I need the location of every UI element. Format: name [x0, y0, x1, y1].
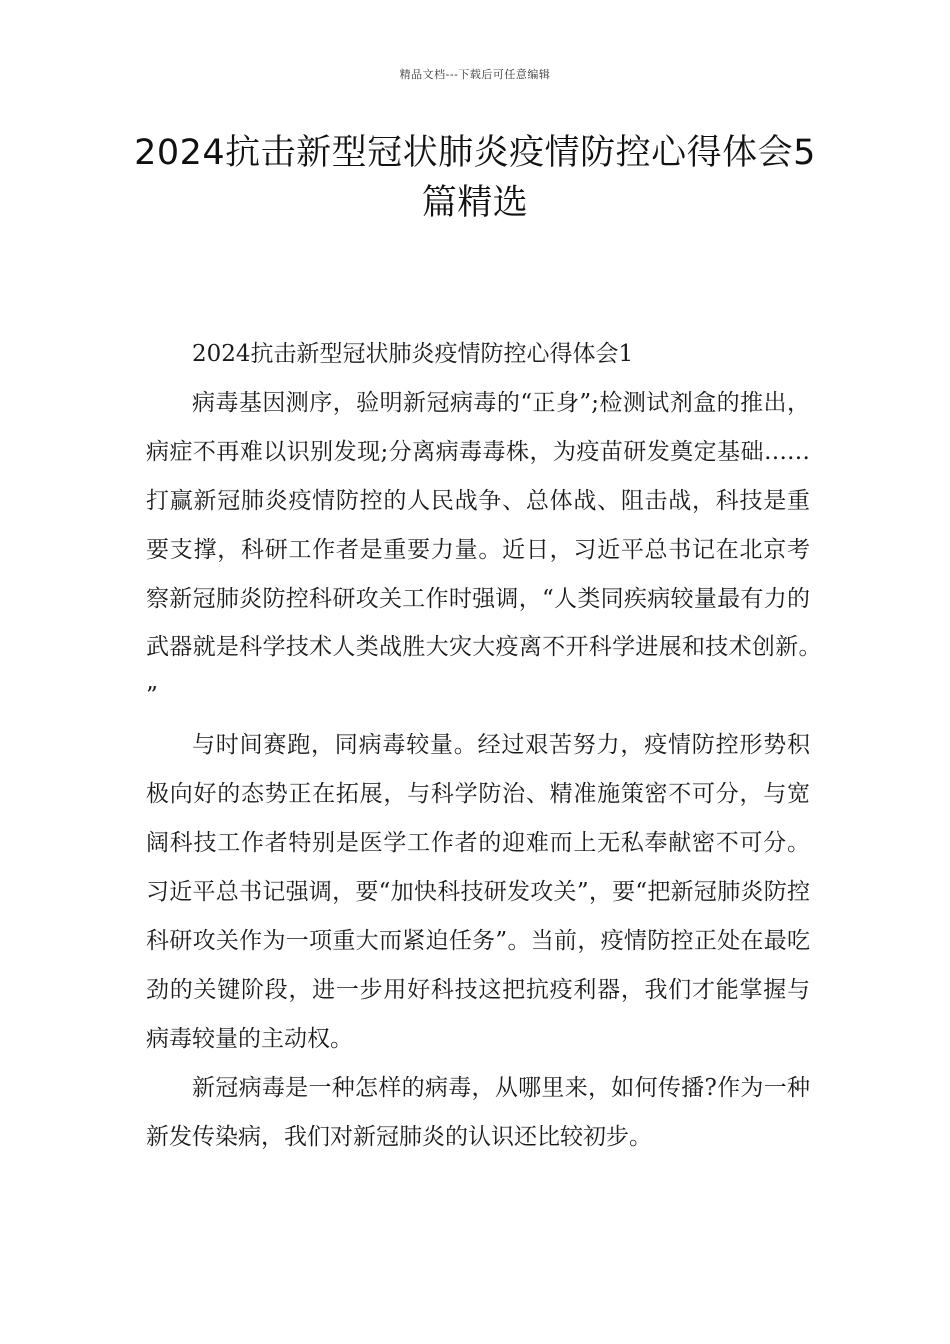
section-heading: 2024抗击新型冠状肺炎疫情防控心得体会1 [192, 341, 634, 367]
document-title: 2024抗击新型冠状肺炎疫情防控心得体会5篇精选 [134, 133, 816, 223]
paragraph-2: 与时间赛跑，同病毒较量。经过艰苦努力，疫情防控形势积极向好的态势正在拓展，与科学防治、精准施策密不可分，与宽阔科技工作者特别是医学工作者的迎难而上无私奉献密不可分。习近平总书记强调，要“加快科技研发攻关”，要“把新冠肺炎防控科研攻关作为一项重大而紧迫任务”。当前，疫情防控正处在最吃劲的关键阶段，进一步用好科技这把抗疫利器，我们才能掌握与病毒较量的主动权。 [146, 732, 810, 1052]
header-note: 精品文档---下载后可任意编辑 [399, 68, 551, 81]
paragraph-1: 病毒基因测序，验明新冠病毒的“正身”;检测试剂盒的推出，病症不再难以识别发现;分离病毒毒株，为疫苗研发奠定基础……打赢新冠肺炎疫情防控的人民战争、总体战、阻击战，科技是重要支撑，科研工作者是重要力量。近日，习近平总书记在北京考察新冠肺炎防控科研攻关工作时强调，“人类同疾病较量最有力的武器就是科学技术人类战胜大灾大疫离不开科学进展和技术创新。” [146, 389, 810, 710]
document-body [146, 330, 810, 1161]
paragraph-3: 新冠病毒是一种怎样的病毒，从哪里来，如何传播?作为一种新发传染病，我们对新冠肺炎的认识还比较初步。 [146, 1074, 810, 1150]
